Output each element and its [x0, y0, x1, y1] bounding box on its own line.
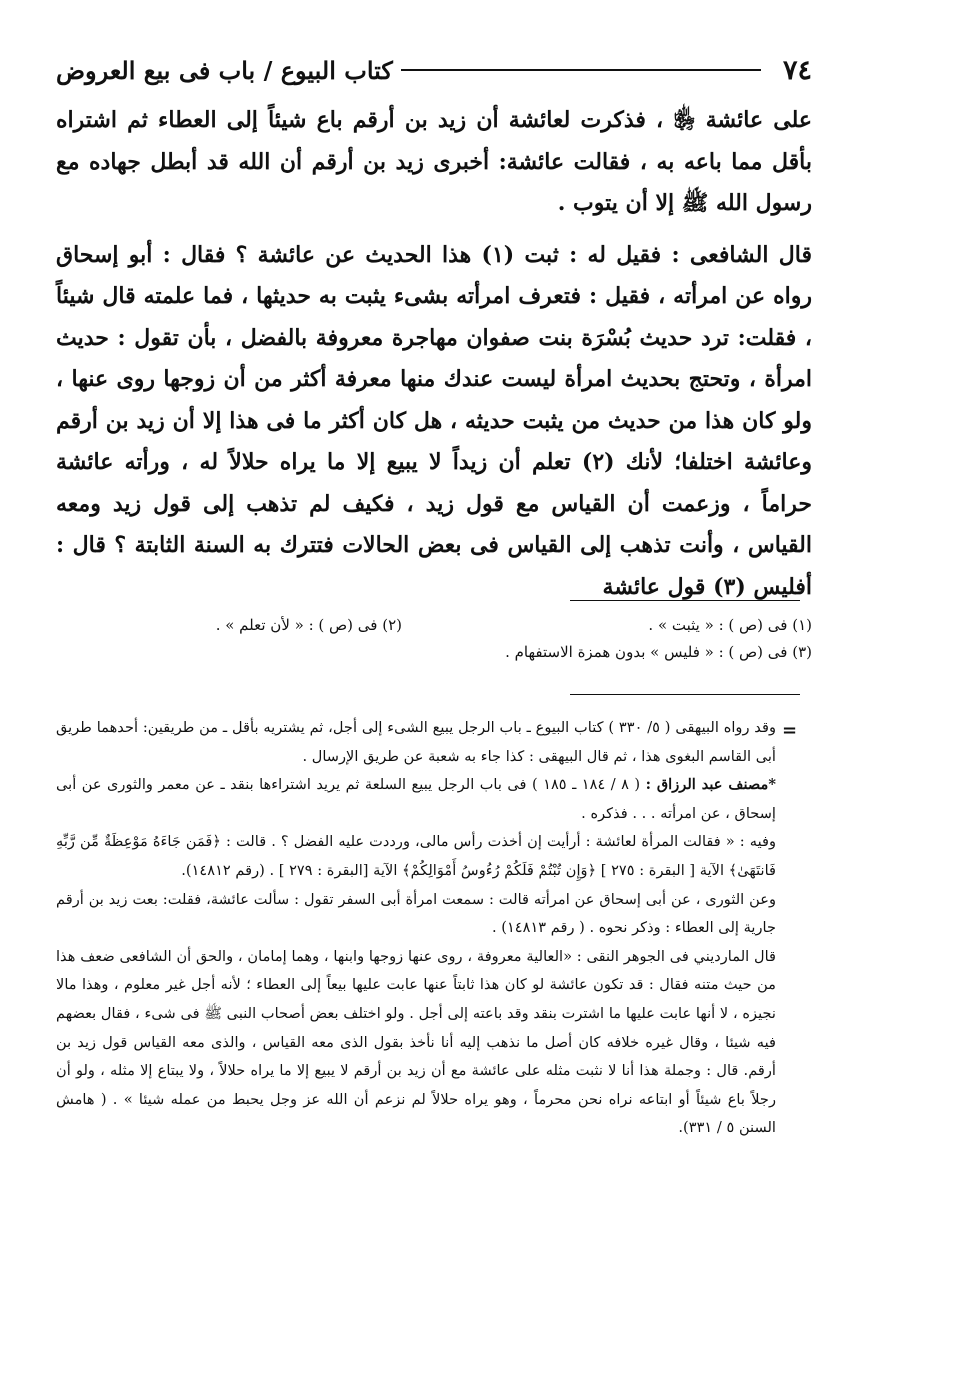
paragraph-1: على عائشة ﵂ ، فذكرت لعائشة أن زيد بن أرقم باع شيئاً إلى العطاء ثم اشتراه بأقل مما باعه به ، فقالت عائشة: أخبرى زيد بن أرقم أن الله قد أبطل جهاده مع رسول الله ﷺ إلا أن يتوب .: [56, 107, 812, 216]
header-rule: [401, 69, 761, 71]
paragraph-2: [56, 235, 812, 609]
page-number: ٧٤: [782, 54, 812, 86]
footnote-3: (٣) فى (ص ) : « فليس » بدون همزة الاستفهام .: [505, 643, 812, 661]
footnote-row: [56, 639, 812, 666]
note-2: [56, 771, 776, 828]
paragraph-2-text: فقيل له : ثبت (١) هذا الحديث عن عائشة ؟ فقال : أبو إسحاق رواه عن امرأته ، فقيل : فتعرف امرأته بشىء يثبت به حديثها ، فما علمته قال شيئاً ، فقلت: ترد حديث بُسْرَة بنت صفوان مهاجرة معروفة بالفضل ، بأن تقول : حديث امرأة ، وتحتج بحديث امرأة ليست عندك منها معرفة أكثر من أن زوجها روى عنها ، ولو كان هذا من حديث من يثبت حديثه ، هل كان أكثر ما فى هذا إلا أن زيد بن أرقم وعائشة اختلفا؛ لأنك (٢) تعلم أن زيداً لا يبيع إلا ما يراه حلالاً له ، ورأته عائشة حراماً ، وزعمت أن القياس مع قول زيد ، فكيف لم تذهب إلى قول زيد ومعه القياس ، وأنت تذهب إلى القياس فى بعض الحالات فتترك به السنة الثابتة ؟ قال : أفليس (٣) قول عائشة: [56, 241, 812, 600]
note-4: وعن الثورى ، عن أبى إسحاق عن امرأته قالت : سمعت امرأة أبى السفر تقول : سألت عائشة، فقلت: بعت زيد بن أرقم جارية إلى العطاء : وذكر نحوه . ( رقم ١٤٨١٣) .: [56, 890, 776, 937]
note-2-source: *مصنف عبد الرزاق :: [645, 776, 776, 794]
note-1: وقد رواه البيهقى ( ٥/ ٣٣٠ ) كتاب البيوع ـ باب الرجل يبيع الشىء إلى أجل، ثم يشتريه بأقل ـ من طريقين: أحدهما طريق أبى القاسم البغوى هذا ، ثم قال البيهقى : كذا جاء به شعبة عن طريق الإرسال .: [56, 719, 776, 765]
note-5: قال المارديني فى الجوهر النقى : «العالية معروفة ، روى عنها زوجها وابنها ، وهما إمامان ، والحق أن الشافعى ضعف هذا من حيث متنه فقال : قد تكون عائشة لو كان هذا ثابتاً عنها عابت عليها بيعاً إلى العطاء ؛ لأنه أجل غير معلوم ، وهذا مالا نجيزه ، لا أنها عابت عليها ما اشترت بنقد وقد باعته إلى أجل . ولو اختلف بعض أصحاب النبى ﷺ فى شىء ، فقال بعضهم فيه شيئا ، وقال غيره خلافه كان أصل ما نذهب إليه أنا نأخذ بقول الذى معه القياس ، والذى معه القياس قول زيد بن أرقم. قال : وجملة هذا أنا لا نثبت مثله على عائشة مع أن زيد بن أرقم لا يبيع إلا ما يراه حلالاً ، ولا يبتاع إلا مثله ، ولو أن رجلاً باع شيئاً أو ابتاعه نراه نحن محرماً ، وهو يراه حلالاً لم نزعم أن الله عز وجل يحبط من عمله شيئا » . ( هامش السنن ٥ / ٣٣١).: [56, 947, 776, 1137]
note-3: وفيه : « فقالت المرأة لعائشة : أرأيت إن أخذت رأس مالى، ورددت عليه الفضل ؟ . قالت : ﴿فَمَن جَاءَهُ مَوْعِظَةٌ مِّن رَّبِّهِ فَانتَهَىٰ﴾ الآية [ البقرة : ٢٧٥ ] ﴿وَإِن تُبْتُمْ فَلَكُمْ رُءُوسُ أَمْوَالِكُمْ﴾ الآية [البقرة : ٢٧٩ ] . (رقم ١٤٨١٢).: [56, 833, 776, 879]
running-header: [56, 52, 812, 88]
continuation-mark: =: [782, 720, 798, 741]
footnote-row: [56, 612, 812, 639]
footnote-2: (٢) فى (ص ) : « لأن تعلم » .: [215, 616, 402, 634]
notes-divider: [570, 694, 800, 695]
footnote-1: (١) فى (ص ) : « يثبت » .: [648, 616, 812, 634]
footnote-divider: [570, 600, 800, 601]
speaker-label: قال الشافعى :: [671, 241, 812, 268]
note-2-text: ( ٨ / ١٨٤ ـ ١٨٥ ) فى باب الرجل يبيع السلعة ثم يريد اشتراءها بنقد ـ عن معمر والثورى عن أبى إسحاق ، عن امرأته . . . فذكره .: [56, 776, 776, 822]
editor-notes: [56, 714, 776, 1143]
main-text: [56, 100, 812, 618]
chapter-title: كتاب البيوع / باب فى بيع العروض: [56, 55, 393, 85]
footnotes: [56, 612, 812, 666]
